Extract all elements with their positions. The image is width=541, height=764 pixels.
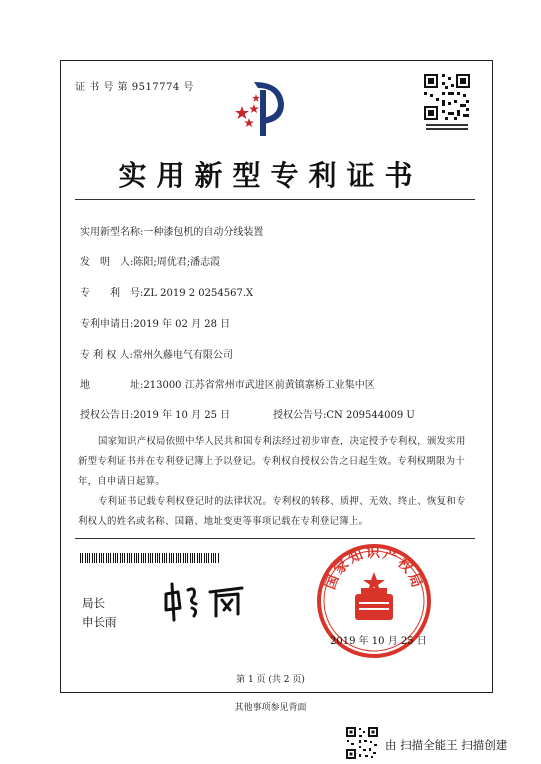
grant-date-value: 2019 年 10 月 25 日 [133,410,231,421]
certificate-title: 实用新型专利证书 [118,159,423,192]
grant-number-label: 授权公告号: [273,410,327,421]
address-row [80,376,375,391]
body-divider [75,538,475,539]
signatory-title: 局长 [82,596,105,610]
inventor-label: 发 明 人: [80,257,134,268]
address-label: 地 址: [80,380,144,391]
statement-paragraph-2: 专利证书记载专利权登记时的法律状况。专利权的转移、质押、无效、终止、恢复和专利权人的姓名或名称、国籍、地址变更等事项记载在专利登记簿上。 [78,496,466,527]
signatory-name: 申长雨 [82,615,117,629]
statement-paragraph-1: 国家知识产权局依照中华人民共和国专利法经过初步审查，决定授予专利权，颁发实用新型专利证书并在专利登记簿上予以登记。专利权自授权公告之日起生效。专利权期限为十年，自申请日起算。 [78,436,466,487]
utility-model-name-row [80,223,263,238]
patentee-label: 专 利 权 人: [80,350,133,361]
address-value: 213000 江苏省常州市武进区前黄镇寨桥工业集中区 [143,380,375,391]
barcode [80,553,220,563]
application-date-value: 2019 年 02 月 28 日 [133,319,231,330]
scanner-watermark: 由 扫描全能王 扫描创建 [385,738,508,752]
inventor-value: 陈阳;周优君;潘志霞 [133,257,221,268]
application-date-label: 专利申请日: [80,319,134,330]
seal-text: 国家知识产权局 [322,545,426,592]
grant-number-row [273,406,415,421]
inventor-row [80,253,220,268]
grant-number-value: CN 209544009 U [326,410,415,421]
certificate-number: 证 书 号 第 9517774 号 [75,82,194,93]
utility-model-name-label: 实用新型名称: [80,227,144,238]
patentee-value: 常州久藤电气有限公司 [132,350,233,361]
patent-number-label: 专 利 号: [80,288,144,299]
utility-model-name-value: 一种漆包机的自动分线装置 [143,227,264,238]
grant-date-label: 授权公告日: [80,410,134,421]
title-divider [75,199,475,200]
patent-number-row [80,284,253,299]
cnipa-logo-icon [232,78,294,138]
patentee-row [80,346,233,361]
grant-date-row [80,406,230,421]
qr-code-icon [422,72,472,132]
scanner-qr-code-icon [345,726,379,760]
patent-number-value: ZL 2019 2 0254567.X [143,288,254,299]
page-number: 第 1 页 (共 2 页) [236,675,305,685]
footer-note: 其他事项参见背面 [234,703,307,713]
seal-date: 2019 年 10 月 25 日 [330,636,427,647]
handwritten-signature [160,580,250,622]
application-date-row [80,315,230,330]
